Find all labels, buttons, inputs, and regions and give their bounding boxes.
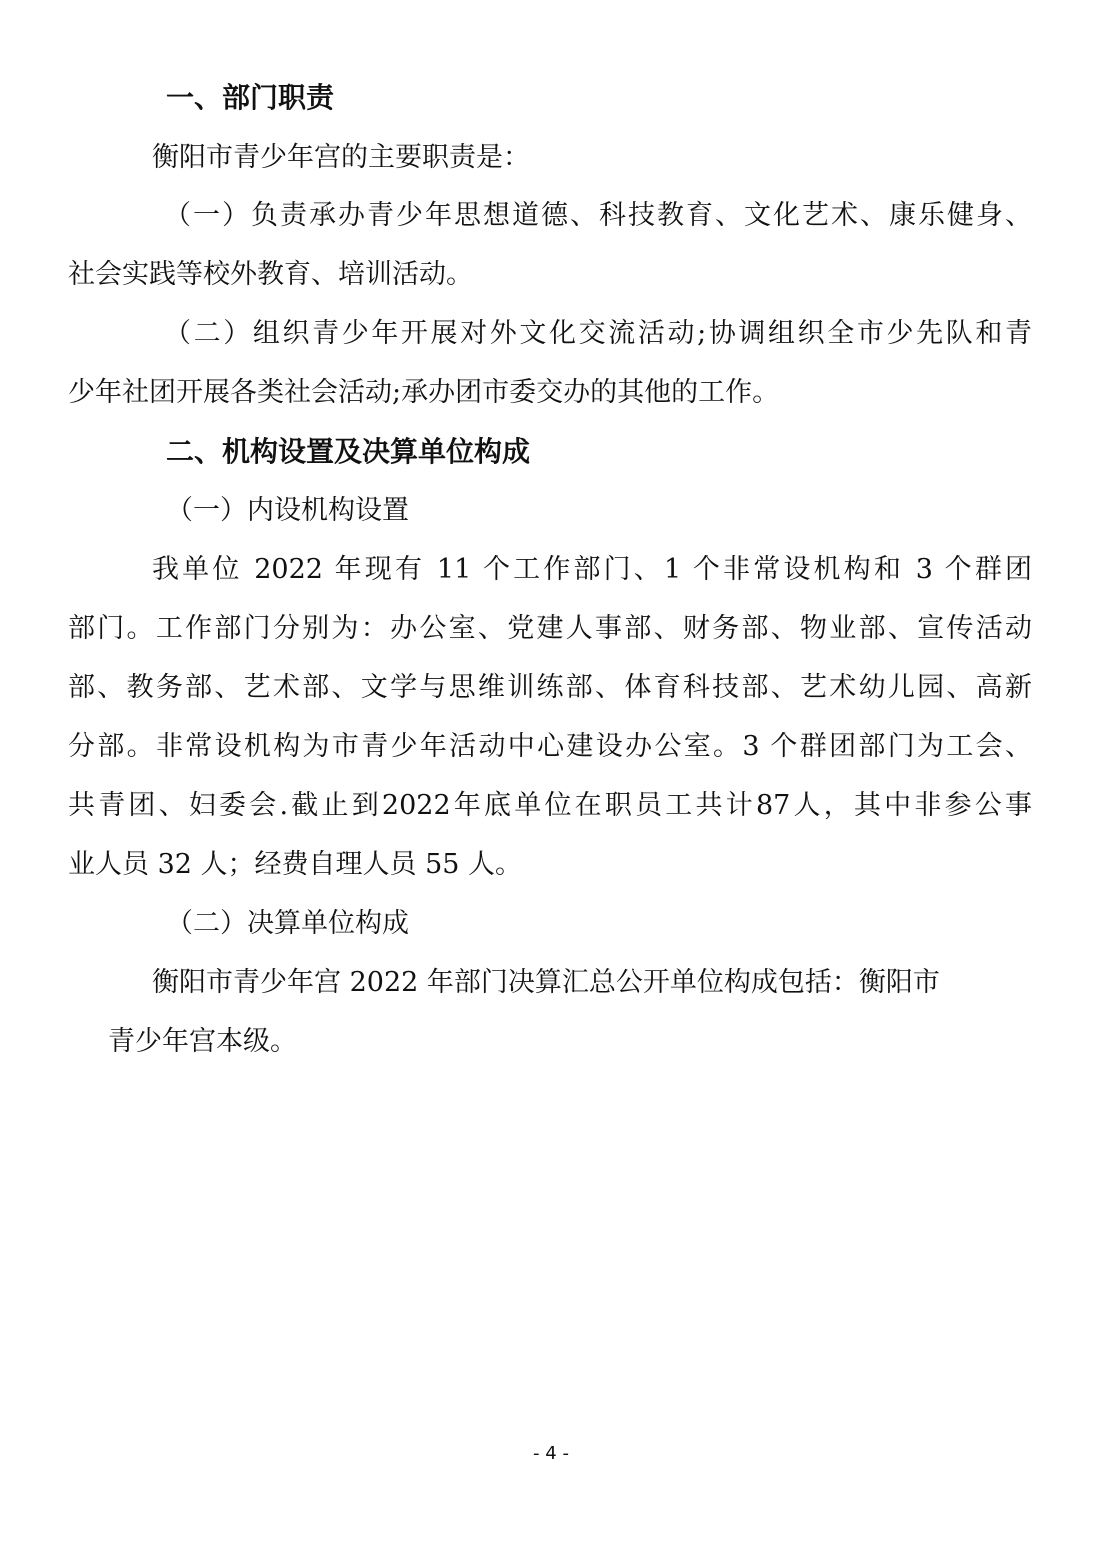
paragraph-line: 共青团、妇委会.截止到2022年底单位在职员工共计87人，其中非参公事	[68, 790, 1032, 821]
paragraph-line: 衡阳市青少年宫的主要职责是：	[152, 142, 530, 173]
page-number: - 4 -	[533, 1443, 569, 1464]
paragraph-line: 社会实践等校外教育、培训活动。	[68, 259, 473, 290]
paragraph-line: （二）组织青少年开展对外文化交流活动;协调组织全市少先队和青	[164, 318, 1032, 349]
paragraph-line: 衡阳市青少年宫 2022 年部门决算汇总公开单位构成包括：衡阳市	[152, 967, 940, 998]
paragraph-line: 业人员 32 人；经费自理人员 55 人。	[68, 849, 523, 880]
paragraph-line: 青少年宫本级。	[108, 1026, 297, 1057]
paragraph-line: （一）负责承办青少年思想道德、科技教育、文化艺术、康乐健身、	[164, 200, 1032, 231]
subheading: （二）决算单位构成	[166, 908, 409, 939]
paragraph-line: 部门。工作部门分别为：办公室、党建人事部、财务部、物业部、宣传活动	[68, 613, 1032, 644]
paragraph-line: 我单位 2022 年现有 11 个工作部门、1 个非常设机构和 3 个群团	[152, 554, 1032, 585]
paragraph-line: 少年社团开展各类社会活动;承办团市委交办的其他的工作。	[68, 377, 780, 408]
paragraph-line: 部、教务部、艺术部、文学与思维训练部、体育科技部、艺术幼儿园、高新	[68, 672, 1032, 703]
subheading: （一）内设机构设置	[166, 495, 409, 526]
section-heading-2: 二、机构设置及决算单位构成	[166, 435, 531, 468]
section-heading-1: 一、部门职责	[166, 81, 335, 114]
paragraph-line: 分部。非常设机构为市青少年活动中心建设办公室。3 个群团部门为工会、	[68, 731, 1032, 762]
